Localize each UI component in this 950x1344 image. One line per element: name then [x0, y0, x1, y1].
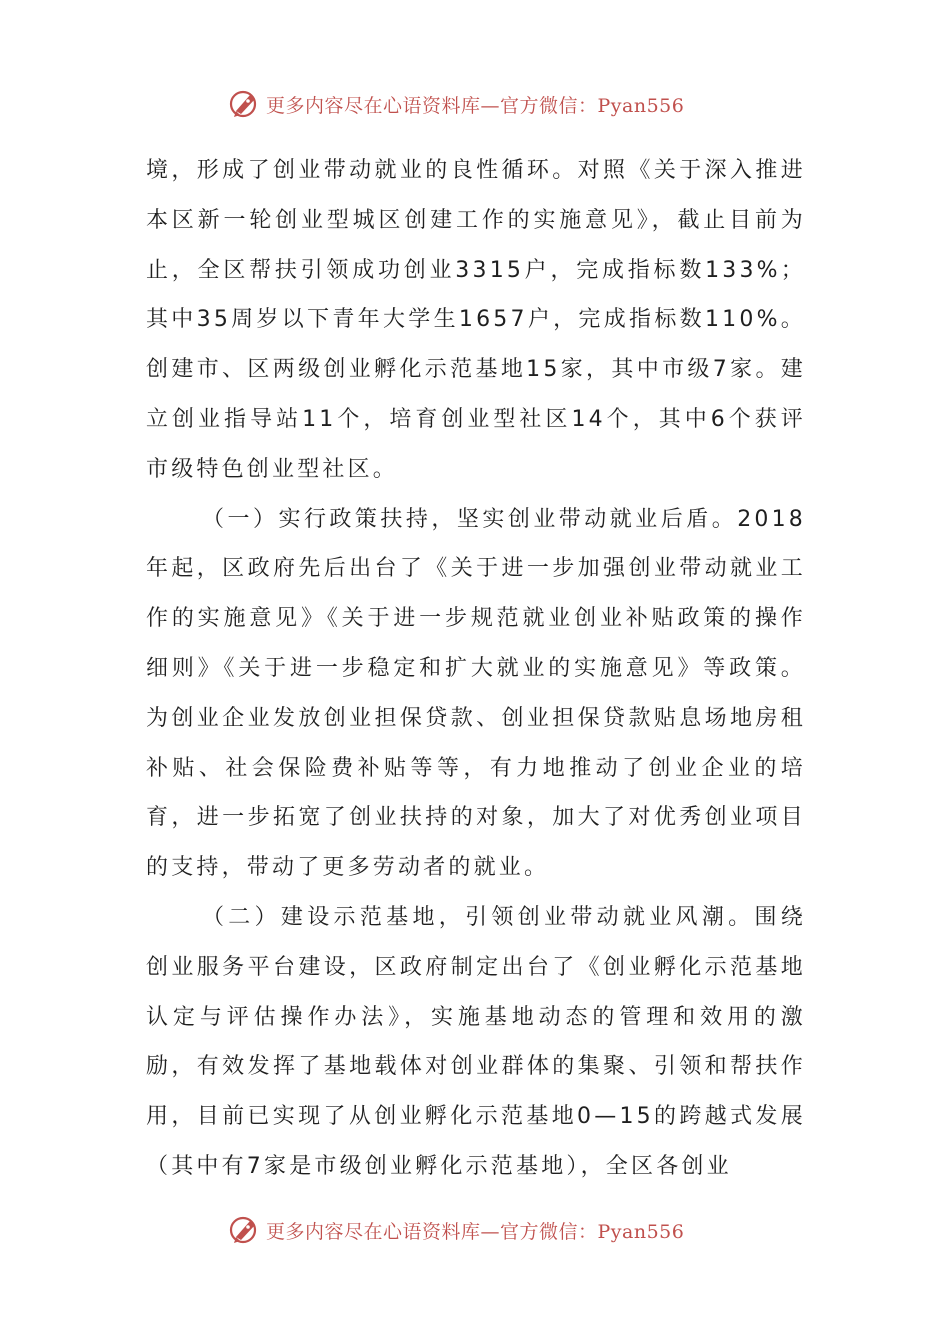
paragraph-2: （一）实行政策扶持，坚实创业带动就业后盾。2018年起，区政府先后出台了《关于进一步加强创业带动就业工作的实施意见》《关于进一步规范就业创业补贴政策的操作细则》《关于进一步稳定和扩大就业的实施意见》等政策。为创业企业发放创业担保贷款、创业担保贷款贴息场地房租补贴、社会保险费补贴等等，有力地推动了创业企业的培育，进一步拓宽了创业扶持的对象，加大了对优秀创业项目的支持，带动了更多劳动者的就业。 [146, 506, 806, 881]
watermark-footer [228, 1210, 748, 1250]
paragraph-1: 境，形成了创业带动就业的良性循环。对照《关于深入推进本区新一轮创业型城区创建工作的实施意见》，截止目前为止，全区帮扶引领成功创业3315户，完成指标数133%；其中35周岁以下青年大学生1657户，完成指标数110%。创建市、区两级创业孵化示范基地15家，其中市级7家。建立创业指导站11个，培育创业型社区14个，其中6个获评市级特色创业型社区。 [146, 158, 806, 482]
pen-nib-circle-icon [228, 87, 262, 121]
paragraph-3: （二）建设示范基地，引领创业带动就业风潮。围绕创业服务平台建设，区政府制定出台了《创业孵化示范基地认定与评估操作办法》，实施基地动态的管理和效用的激励，有效发挥了基地载体对创业群体的集聚、引领和帮扶作用，目前已实现了从创业孵化示范基地0—15的跨越式发展（其中有7家是市级创业孵化示范基地），全区各创业 [146, 904, 806, 1179]
watermark-text: 更多内容尽在心语资料库—官方微信：Pyan556 [266, 94, 685, 117]
watermark-text: 更多内容尽在心语资料库—官方微信：Pyan556 [266, 1220, 685, 1243]
document-body [146, 146, 806, 1192]
watermark-header [228, 84, 748, 124]
pen-nib-circle-icon [228, 1213, 262, 1247]
